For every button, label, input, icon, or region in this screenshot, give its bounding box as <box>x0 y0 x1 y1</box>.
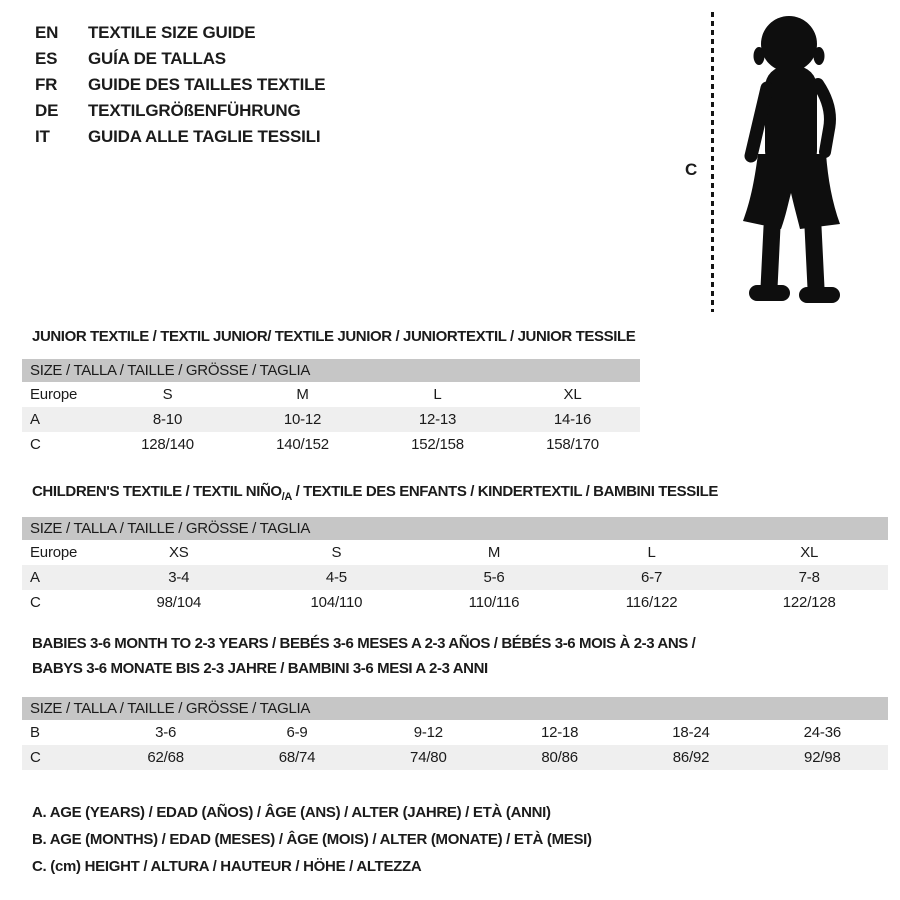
row-label-cell: Europe <box>30 544 78 561</box>
value-cell: 12-13 <box>418 411 457 428</box>
value-cell: 24-36 <box>803 724 841 741</box>
value-cell: 116/122 <box>625 594 678 611</box>
value-cell: S <box>162 386 173 403</box>
table-row <box>22 590 888 615</box>
row-label-cell: C <box>30 749 41 766</box>
row-label-cell: A <box>30 411 40 428</box>
row-label-cell: C <box>30 436 41 453</box>
height-measure-dotted-line <box>711 12 714 312</box>
value-cell: 6-7 <box>641 569 663 586</box>
value-cell: 8-10 <box>152 411 183 428</box>
value-cell: 74/80 <box>410 749 447 766</box>
language-code: EN <box>35 23 59 42</box>
table-row <box>22 432 640 457</box>
language-code: DE <box>35 101 59 120</box>
section-title-subscript: /A <box>281 491 292 503</box>
language-label: GUÍA DE TALLAS <box>88 49 226 68</box>
language-row <box>35 124 325 150</box>
row-label-cell: C <box>30 594 41 611</box>
value-cell: 68/74 <box>278 749 316 766</box>
value-cell: 62/68 <box>147 749 184 766</box>
value-cell: 152/158 <box>411 436 464 453</box>
table-header-row <box>22 517 888 540</box>
language-list <box>35 20 325 150</box>
value-cell: 86/92 <box>672 749 710 766</box>
value-cell: 9-12 <box>413 724 443 741</box>
table-header-row <box>22 359 640 382</box>
children-size-table <box>22 517 888 615</box>
section-title-junior: JUNIOR TEXTILE / TEXTIL JUNIOR/ TEXTILE JUNIOR / JUNIORTEXTIL / JUNIOR TESSILE <box>32 328 636 345</box>
table-row <box>22 407 640 432</box>
value-cell: 18-24 <box>672 724 710 741</box>
table-row <box>22 382 640 407</box>
section-title-text: / TEXTILE DES ENFANTS / KINDERTEXTIL / BAMBINI TESSILE <box>291 483 718 500</box>
value-cell: L <box>647 544 656 561</box>
height-measure-label: C <box>685 160 698 179</box>
junior-size-table <box>22 359 640 457</box>
value-cell: 98/104 <box>156 594 202 611</box>
legend-line-a: A. AGE (YEARS) / EDAD (AÑOS) / ÂGE (ANS) / ALTER (JAHRE) / ETÀ (ANNI) <box>32 804 551 821</box>
row-label-cell: Europe <box>30 386 78 403</box>
measurement-legend <box>32 799 592 880</box>
value-cell: 4-5 <box>325 569 347 586</box>
value-cell: XL <box>800 544 819 561</box>
value-cell: 140/152 <box>276 436 329 453</box>
language-code: FR <box>35 75 58 94</box>
language-label: GUIDA ALLE TAGLIE TESSILI <box>88 127 321 146</box>
size-header: SIZE / TALLA / TAILLE / GRÖSSE / TAGLIA <box>22 359 640 382</box>
babies-size-table <box>22 697 888 770</box>
language-code: ES <box>35 49 58 68</box>
value-cell: 80/86 <box>541 749 578 766</box>
table-row <box>22 745 888 770</box>
value-cell: L <box>433 386 442 403</box>
language-row <box>35 46 325 72</box>
language-label: TEXTILE SIZE GUIDE <box>88 23 256 42</box>
language-row <box>35 98 325 124</box>
value-cell: 7-8 <box>798 569 820 586</box>
value-cell: 14-16 <box>553 411 592 428</box>
table-row <box>22 565 888 590</box>
section-title-line: BABIES 3-6 MONTH TO 2-3 YEARS / BEBÉS 3-6 MESES A 2-3 AÑOS / BÉBÉS 3-6 MOIS À 2-3 ANS / <box>32 635 696 652</box>
value-cell: 6-9 <box>286 724 308 741</box>
value-cell: XL <box>563 386 582 403</box>
value-cell: 5-6 <box>483 569 505 586</box>
language-row <box>35 20 325 46</box>
size-header: SIZE / TALLA / TAILLE / GRÖSSE / TAGLIA <box>22 517 888 540</box>
value-cell: 158/170 <box>546 436 599 453</box>
value-cell: 104/110 <box>310 594 363 611</box>
section-title-babies <box>32 631 752 681</box>
section-title-line: BABYS 3-6 MONATE BIS 2-3 JAHRE / BAMBINI 3-6 MESI A 2-3 ANNI <box>32 660 488 677</box>
table-header-row <box>22 697 888 720</box>
language-row <box>35 72 325 98</box>
value-cell: 92/98 <box>804 749 841 766</box>
value-cell: 128/140 <box>141 436 194 453</box>
legend-line-b: B. AGE (MONTHS) / EDAD (MESES) / ÂGE (MOIS) / ALTER (MONATE) / ETÀ (MESI) <box>32 831 592 848</box>
value-cell: M <box>296 386 309 403</box>
value-cell: 10-12 <box>283 411 322 428</box>
legend-line-c: C. (cm) HEIGHT / ALTURA / HAUTEUR / HÖHE / ALTEZZA <box>32 858 422 875</box>
value-cell: 3-4 <box>168 569 190 586</box>
table-row <box>22 540 888 565</box>
value-cell: XS <box>168 544 189 561</box>
value-cell: S <box>331 544 342 561</box>
value-cell: M <box>487 544 501 561</box>
row-label-cell: B <box>30 724 40 741</box>
table-row <box>22 720 888 745</box>
language-label: TEXTILGRÖßENFÜHRUNG <box>88 101 301 120</box>
value-cell: 12-18 <box>540 724 579 741</box>
language-code: IT <box>35 127 50 146</box>
row-label-cell: A <box>30 569 40 586</box>
section-title-text: CHILDREN'S TEXTILE / TEXTIL NIÑO <box>32 483 282 500</box>
value-cell: 3-6 <box>155 724 177 741</box>
language-label: GUIDE DES TAILLES TEXTILE <box>88 75 326 94</box>
value-cell: 110/116 <box>468 594 520 611</box>
toddler-silhouette-icon <box>726 14 860 309</box>
section-title-children <box>32 479 718 510</box>
size-header: SIZE / TALLA / TAILLE / GRÖSSE / TAGLIA <box>22 697 888 720</box>
value-cell: 122/128 <box>782 594 836 611</box>
